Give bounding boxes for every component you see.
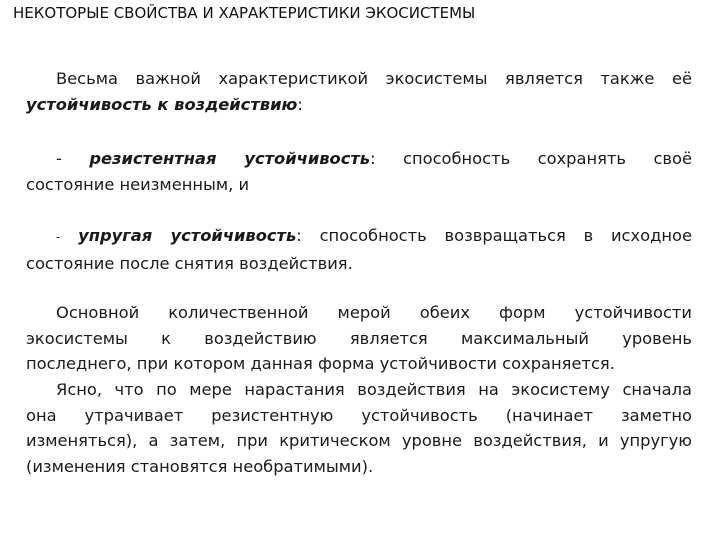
dash-marker: - [56,149,62,168]
paragraph-line: изменяться), а затем, при критическом уровне воздействия, и упругую [26,431,692,450]
paragraph-line: состояние после снятия воздействия. [26,253,353,273]
paragraph-resistant [26,146,692,197]
paragraph-line: Ясно, что по мере нарастания воздействия на экосистему сначала [56,380,692,399]
paragraph-line [26,92,692,118]
paragraph-elastic [26,223,692,276]
paragraph-line: (изменения становятся необратимыми). [26,456,374,476]
paragraph-line: она утрачивает резистентную устойчивость (начинает заметно [26,405,692,425]
emphasis-term: упругая устойчивость [78,226,297,245]
emphasis-term: устойчивость к воздействию [26,94,298,114]
paragraph-line [26,146,692,172]
paragraph-line: Основной количественной мерой обеих форм устойчивости [56,303,692,322]
paragraph-line [26,223,692,251]
colon: : [297,94,303,114]
paragraph-line: экосистемы к воздействию является максимальный уровень [26,328,692,348]
paragraph-line: Весьма важной характеристикой экосистемы является также её [56,69,692,88]
emphasis-term: резистентная устойчивость [89,149,371,168]
paragraph-conclusion [26,377,692,479]
page-title: НЕКОТОРЫЕ СВОЙСТВА И ХАРАКТЕРИСТИКИ ЭКОСИСТЕМЫ [13,4,476,22]
paragraph-measure [26,300,692,377]
paragraph-line: последнего, при котором данная форма устойчивости сохраняется. [26,354,615,373]
paragraph-line: состояние неизменным, и [26,174,250,194]
dash-marker: - [56,230,61,244]
paragraph-stability [26,66,692,117]
definition-text: : способность возвращаться в исходное [296,226,692,245]
definition-text: : способность сохранять своё [370,149,692,168]
